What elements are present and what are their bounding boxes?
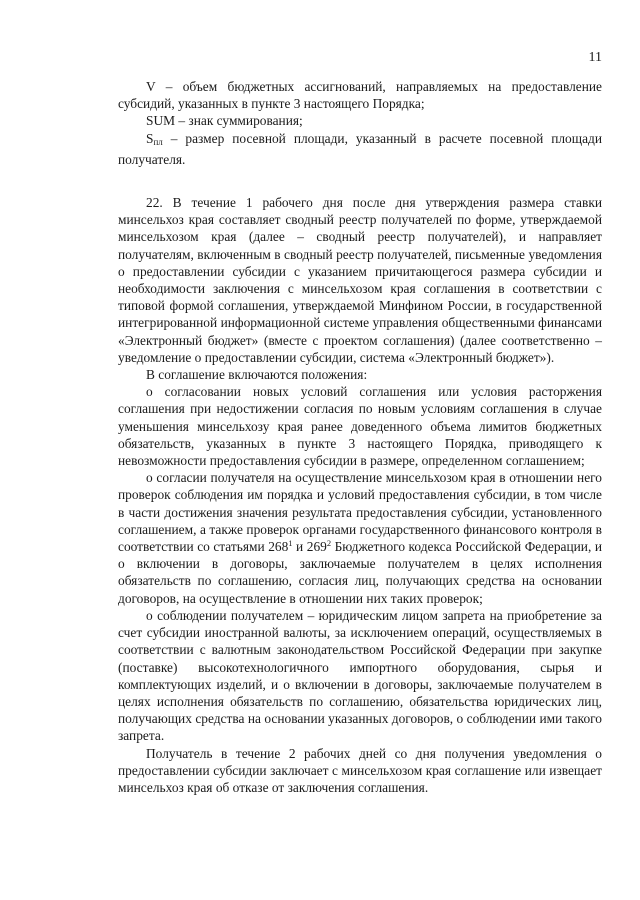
clause-22 — [118, 194, 602, 796]
formula-definitions — [118, 78, 602, 168]
provision-2-part-c: Бюджетного кодекса Российской Федерации, и о включении в договоры, заключаемые получателем в целях исполнения обязательств по соглашению, согласия лиц, получающих средства на основании договоров, на осуществление в отношении них таких проверок; — [118, 539, 602, 606]
page-number: 11 — [588, 50, 602, 65]
s-text: – размер посевной площади, указанный в расчете посевной площади получателя. — [118, 130, 602, 167]
s-subscript: пл — [153, 136, 163, 147]
provision-2 — [118, 469, 602, 607]
provisions-heading: В соглашение включаются положения: — [146, 367, 368, 383]
clause-22-intro: 22. В течение 1 рабочего дня после дня утверждения размера ставки минсельхоз края составляет сводный реестр получателей по форме, утверждаемой минсельхозом края (далее – сводный реестр получателей), и направляет получателям, включенным в сводный реестр получателей, письменные уведомления о предоставлении субсидии с указанием причитающегося размера субсидии и необходимости заключения с минсельхозом края соглашения в соответствии с типовой формой соглашения, утверждаемой Минфином России, в государственной интегрированной информационной системе управления общественными финансами «Электронный бюджет» (вместе с проектом соглашения) (далее соответственно – уведомление о предоставлении субсидии, система «Электронный бюджет»). — [118, 195, 602, 365]
provision-2-part-a: о согласии получателя на осуществление минсельхозом края в отношении него проверок соблюдения им порядка и условий предоставления субсидии, в том числе в части достижения значения результата предоставления субсидии, установленного соглашением, а также проверок органами государственного финансового контроля в соответствии со статьями 268 — [118, 470, 602, 555]
provision-1: о согласовании новых условий соглашения или условия расторжения соглашения при недостижении согласия по новым условиям соглашения в случае уменьшения минсельхозу края ранее доведенного объема лимитов бюджетных обязательств, указанных в пункте 3 настоящего Порядка, приводящего к невозможности предоставления субсидии в размере, определенном соглашением; — [118, 384, 602, 469]
provision-3: о соблюдении получателем – юридическим лицом запрета на приобретение за счет субсидии иностранной валюты, за исключением операций, осуществляемых в соответствии с валютным законодательством Российской Федерации при закупке (поставке) высокотехнологичного импортного оборудования, сырья и комплектующих изделий, и о включении в договоры, заключаемые получателем в целях исполнения обязательств по соглашению, обязательства юридических лиц, получающих средства на основании указанных договоров, о соблюдении ими такого запрета. — [118, 607, 602, 744]
provision-2-part-b: и 269 — [292, 539, 327, 555]
definition-sum: SUM – знак суммирования; — [146, 113, 303, 129]
definition-v: V – объем бюджетных ассигнований, направляемых на предоставление субсидий, указанных в пункте 3 настоящего Порядка; — [118, 79, 602, 112]
provision-2-sup-1: 1 — [288, 538, 293, 549]
provision-2-sup-2: 2 — [326, 538, 332, 549]
final-paragraph: Получатель в течение 2 рабочих дней со дня получения уведомления о предоставлении субсидии заключает с минсельхозом края соглашение или извещает минсельхоз края об отказе от заключения соглашения. — [118, 745, 602, 795]
s-symbol: S — [146, 130, 154, 146]
definition-s — [118, 130, 602, 168]
